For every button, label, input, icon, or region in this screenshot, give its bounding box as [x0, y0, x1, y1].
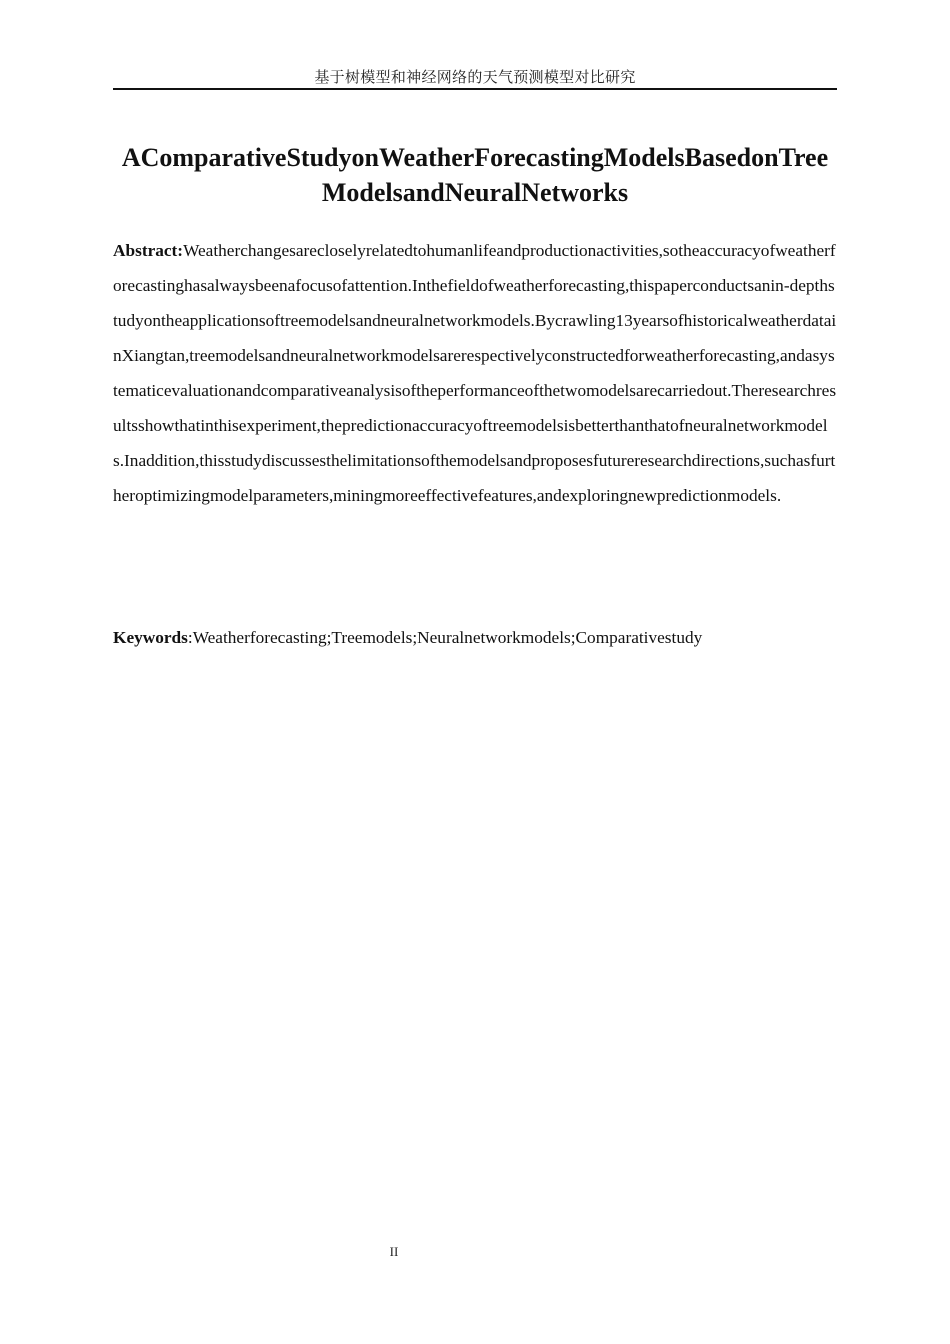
keywords-text: :Weatherforecasting;Treemodels;Neuralnetworkmodels;Comparativestudy	[187, 628, 703, 647]
running-header-title: 基于树模型和神经网络的天气预测模型对比研究	[314, 68, 636, 86]
running-header	[113, 66, 837, 90]
keywords-label: Keywords	[113, 628, 188, 647]
abstract-label: Abstract:	[113, 241, 184, 260]
page-number: II	[389, 1244, 399, 1259]
keywords-line	[113, 620, 837, 655]
paper-title: AComparativeStudyonWeatherForecastingModelsBasedonTreeModelsandNeuralNetworks	[121, 143, 829, 207]
abstract-text: Weatherchangesarecloselyrelatedtohumanlifeandproductionactivities,sotheaccuracyofweatherforecastinghasalwaysbeenafocusofattention.Inthefieldofweatherforecasting,thispaperconductsanin-depthstudyontheapplicationsoftreemodelsandneuralnetworkmodels.Bycrawling13yearsofhistoricalweatherdatainXiangtan,treemodelsandneuralnetworkmodelsarerespectivelyconstructedforweatherforecasting,andasystematicevaluationandcomparativeanalysisoftheperformanceofthetwomodelsarecarriedout.Theresearchresultsshowthatinthisexperiment,thepredictionaccuracyoftreemodelsisbetterthanthatofneuralnetworkmodels.Inaddition,thisstudydiscussesthelimitationsofthemodelsandproposesfutureresearchdirections,suchasfurtheroptimizingmodelparameters,miningmoreeffectivefeatures,andexploringnewpredictionmodels.	[113, 241, 837, 505]
abstract-paragraph	[113, 233, 837, 513]
